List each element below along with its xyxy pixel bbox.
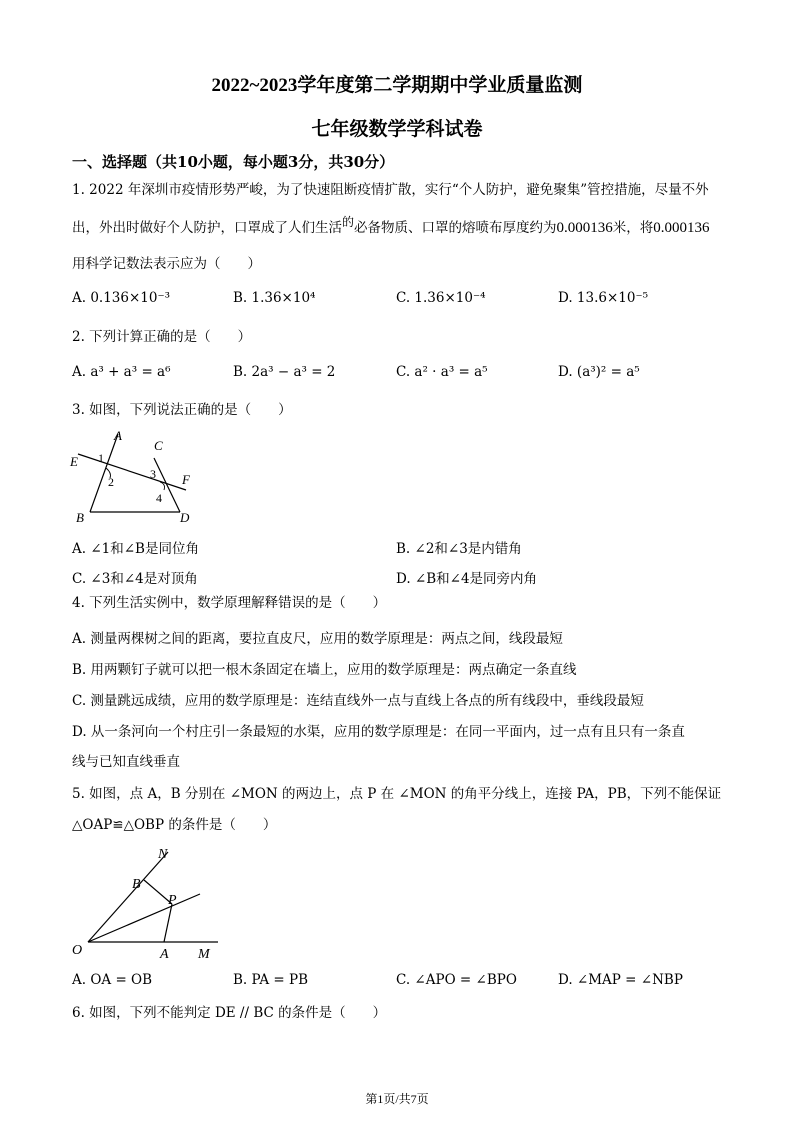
q4-option-c: C. 测量跳远成绩，应用的数学原理是：连结直线外一点与直线上各点的所有线段中，垂线段最短: [72, 693, 644, 709]
label-a: A: [160, 947, 169, 962]
q3-option-a: A. ∠1和∠B是同位角: [72, 541, 199, 557]
q4-option-b: B. 用两颗钉子就可以把一根木条固定在墙上，应用的数学原理是：两点确定一条直线: [72, 662, 577, 678]
q2-option-a: A. a³ + a³ = a⁶: [72, 364, 171, 380]
label-d: D: [180, 510, 190, 524]
q1-line1: 1. 2022 年深圳市疫情形势严峻，为了快速阻断疫情扩散，实行“个人防护，避免聚集”管控措施，尽量不外: [72, 182, 709, 198]
q4-option-d: D. 从一条河向一个村庄引一条最短的水渠，应用的数学原理是：在同一平面内，过一点有且只有一条直: [72, 724, 685, 740]
q3-option-c: C. ∠3和∠4是对顶角: [72, 571, 198, 587]
page-footer: 第1页/共7页: [365, 1092, 429, 1106]
q3-figure: [68, 426, 208, 524]
q5-line1: 5. 如图，点 A，B 分别在 ∠MON 的两边上，点 P 在 ∠MON 的角平分线上，连接 PA，PB，下列不能保证: [72, 786, 722, 802]
label-b: B: [132, 877, 141, 892]
q5-option-d: D. ∠MAP = ∠NBP: [558, 972, 683, 988]
section-heading: 一、选择题（共10小题，每小题3分，共30分）: [72, 153, 395, 171]
label-n: N: [158, 847, 168, 862]
page-title: 2022~2023学年度第二学期期中学业质量监测: [211, 75, 583, 96]
label-p: P: [168, 893, 177, 908]
segment-pa: [164, 904, 172, 942]
q4-option-a: A. 测量两棵树之间的距离，要拉直皮尺，应用的数学原理是：两点之间，线段最短: [72, 631, 563, 647]
q1-line3: 用科学记数法表示应为（ ）: [72, 256, 261, 272]
label-m: M: [198, 947, 210, 962]
q2-stem: 2. 下列计算正确的是（ ）: [72, 329, 252, 345]
q3-option-d: D. ∠B和∠4是同旁内角: [396, 571, 538, 587]
q1-option-a: A. 0.136×10⁻³: [72, 290, 171, 306]
label-angle-2: 2: [108, 475, 114, 489]
line-ab: [90, 434, 118, 512]
q1-option-d: D. 13.6×10⁻⁵: [558, 290, 649, 306]
q3-stem: 3. 如图，下列说法正确的是（ ）: [72, 402, 292, 418]
q5-figure: [68, 842, 228, 964]
q1-option-c: C. 1.36×10⁻⁴: [396, 290, 486, 306]
q5-line2: △OAP≌△OBP 的条件是（ ）: [72, 817, 277, 833]
q1-option-b: B. 1.36×10⁴: [233, 290, 316, 306]
line-ef: [78, 454, 186, 490]
label-c: C: [154, 438, 163, 453]
page-subtitle: 七年级数学学科试卷: [311, 119, 483, 140]
ray-on: [88, 852, 168, 942]
q4-stem: 4. 下列生活实例中，数学原理解释错误的是（ ）: [72, 595, 387, 611]
label-e: E: [70, 454, 78, 469]
label-f: F: [182, 472, 190, 487]
q6-stem: 6. 如图，下列不能判定 DE // BC 的条件是（ ）: [72, 1005, 387, 1021]
label-b: B: [76, 510, 84, 524]
q1-line2: 出，外出时做好个人防护，口罩成了人们生活的必备物质、口罩的熔喷布厚度约为0.000136米，将0.000136: [72, 215, 710, 236]
label-a: A: [114, 428, 122, 443]
q2-option-d: D. (a³)² = a⁵: [558, 364, 640, 380]
label-o: O: [72, 943, 83, 958]
label-angle-4: 4: [156, 491, 162, 505]
bisector-op: [88, 894, 200, 942]
q2-option-b: B. 2a³ − a³ = 2: [233, 364, 336, 380]
q2-option-c: C. a² · a³ = a⁵: [396, 364, 488, 380]
q4-option-d-cont: 线与已知直线垂直: [72, 754, 180, 770]
label-angle-1: 1: [98, 451, 104, 465]
q3-option-b: B. ∠2和∠3是内错角: [396, 541, 522, 557]
q5-option-a: A. OA = OB: [72, 972, 153, 988]
label-angle-3: 3: [150, 467, 156, 481]
q5-option-c: C. ∠APO = ∠BPO: [396, 972, 517, 988]
q5-option-b: B. PA = PB: [233, 972, 308, 988]
